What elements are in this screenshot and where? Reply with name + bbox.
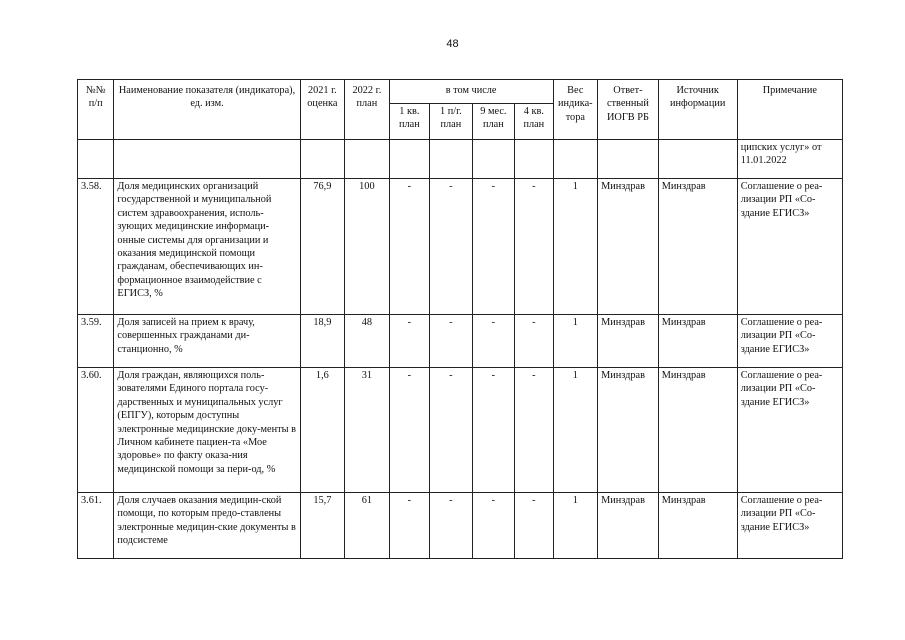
row-responsible: Минздрав	[598, 493, 659, 559]
row-q4: -	[515, 179, 553, 315]
row-weight: 1	[553, 493, 598, 559]
row-note: Соглашение о реа-лизации РП «Со-здание ЕГИСЗ»	[737, 368, 842, 493]
row-q1: -	[389, 315, 429, 368]
header-weight: Вес индика-тора	[553, 80, 598, 140]
row-9m: -	[472, 315, 515, 368]
carry-weight	[553, 140, 598, 179]
row-est-2021: 18,9	[300, 315, 345, 368]
page-number: 48	[446, 38, 459, 50]
header-source: Источник информации	[658, 80, 737, 140]
carry-note: ципских услуг» от 11.01.2022	[737, 140, 842, 179]
carry-plan	[345, 140, 390, 179]
row-weight: 1	[553, 315, 598, 368]
carry-num	[78, 140, 114, 179]
row-9m: -	[472, 493, 515, 559]
carry-est	[300, 140, 345, 179]
table-row	[78, 493, 843, 559]
header-num: №№ п/п	[78, 80, 114, 140]
row-name: Доля записей на прием к врачу, совершенных гражданами ди-станционно, %	[114, 315, 300, 368]
table-row	[78, 179, 843, 315]
row-name: Доля случаев оказания медицин-ской помощи, по которым предо-ставлены электронные медицин-ские документы в подсистеме	[114, 493, 300, 559]
header-responsible: Ответ-ственный ИОГВ РБ	[598, 80, 659, 140]
row-weight: 1	[553, 368, 598, 493]
indicators-table	[77, 79, 843, 559]
row-source: Минздрав	[658, 493, 737, 559]
row-h1: -	[430, 179, 473, 315]
row-q4: -	[515, 368, 553, 493]
row-responsible: Минздрав	[598, 179, 659, 315]
row-num: 3.60.	[78, 368, 114, 493]
row-h1: -	[430, 315, 473, 368]
table-row	[78, 315, 843, 368]
carry-name	[114, 140, 300, 179]
row-num: 3.58.	[78, 179, 114, 315]
row-num: 3.61.	[78, 493, 114, 559]
header-est-2021: 2021 г. оценка	[300, 80, 345, 140]
row-q1: -	[389, 493, 429, 559]
header-q4: 4 кв. план	[515, 104, 553, 140]
row-note: Соглашение о реа-лизации РП «Со-здание ЕГИСЗ»	[737, 179, 842, 315]
carry-h1	[430, 140, 473, 179]
header-note: Примечание	[737, 80, 842, 140]
row-num: 3.59.	[78, 315, 114, 368]
row-plan-2022: 61	[345, 493, 390, 559]
carry-source	[658, 140, 737, 179]
row-plan-2022: 31	[345, 368, 390, 493]
row-weight: 1	[553, 179, 598, 315]
row-plan-2022: 100	[345, 179, 390, 315]
row-est-2021: 76,9	[300, 179, 345, 315]
row-q4: -	[515, 493, 553, 559]
row-9m: -	[472, 368, 515, 493]
row-note: Соглашение о реа-лизации РП «Со-здание ЕГИСЗ»	[737, 493, 842, 559]
row-9m: -	[472, 179, 515, 315]
header-plan-2022: 2022 г. план	[345, 80, 390, 140]
row-h1: -	[430, 368, 473, 493]
header-row-top	[78, 80, 843, 104]
header-q1: 1 кв. план	[389, 104, 429, 140]
header-h1: 1 п/г. план	[430, 104, 473, 140]
carry-q1	[389, 140, 429, 179]
carry-9m	[472, 140, 515, 179]
row-responsible: Минздрав	[598, 368, 659, 493]
row-source: Минздрав	[658, 368, 737, 493]
table-row	[78, 368, 843, 493]
row-est-2021: 1,6	[300, 368, 345, 493]
row-plan-2022: 48	[345, 315, 390, 368]
row-h1: -	[430, 493, 473, 559]
row-est-2021: 15,7	[300, 493, 345, 559]
header-including: в том числе	[389, 80, 553, 104]
row-q4: -	[515, 315, 553, 368]
carry-over-row	[78, 140, 843, 179]
row-responsible: Минздрав	[598, 315, 659, 368]
row-q1: -	[389, 179, 429, 315]
row-name: Доля медицинских организаций государственной и муниципальной систем здравоохранения, исполь-зующих медицинские информаци-онные системы для организации и оказания медицинской помощи гражданам, обеспечивающих ин-формационное взаимодействие с ЕГИСЗ, %	[114, 179, 300, 315]
row-q1: -	[389, 368, 429, 493]
row-name: Доля граждан, являющихся поль-зователями Единого портала госу-дарственных и муниципальных услуг (ЕПГУ), которым доступны электронные медицинские доку-менты в Личном кабинете пациен-та «Мое здоровье» по факту оказа-ния медицинской помощи за пери-од, %	[114, 368, 300, 493]
row-source: Минздрав	[658, 179, 737, 315]
row-source: Минздрав	[658, 315, 737, 368]
carry-q4	[515, 140, 553, 179]
carry-responsible	[598, 140, 659, 179]
header-9m: 9 мес. план	[472, 104, 515, 140]
row-note: Соглашение о реа-лизации РП «Со-здание ЕГИСЗ»	[737, 315, 842, 368]
header-name: Наименование показателя (индикатора), ед. изм.	[114, 80, 300, 140]
